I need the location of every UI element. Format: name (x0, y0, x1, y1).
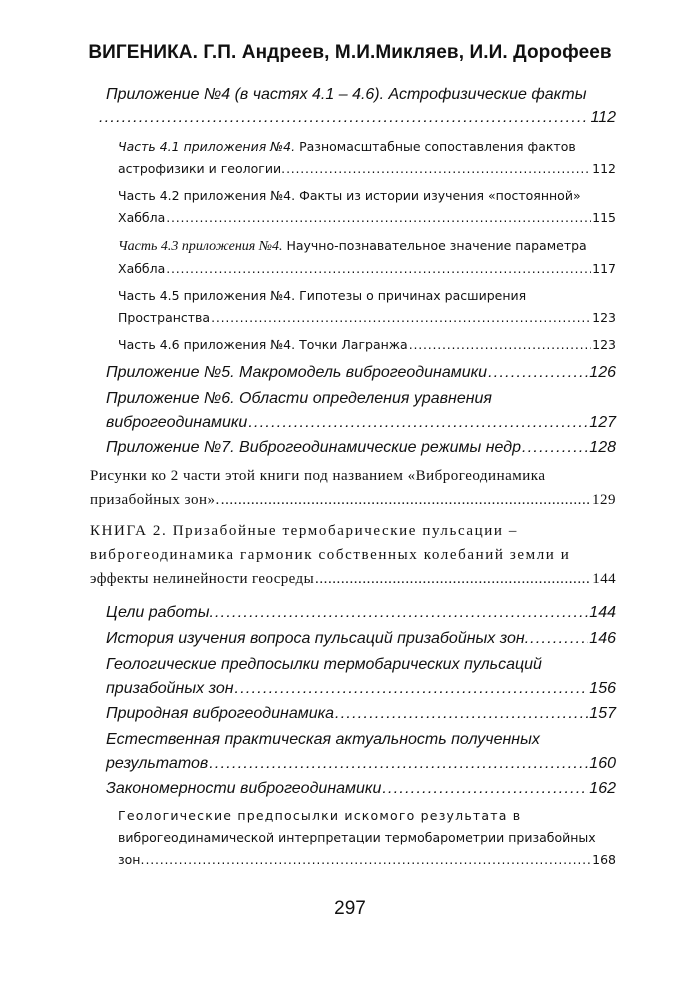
toc-entry-appendix-5[interactable] (106, 361, 616, 385)
toc-entry-title-cont: астрофизики и геологии. (118, 161, 286, 176)
toc-entry-title: Приложение №7. Виброгеодинамические режимы недр (106, 439, 521, 456)
leader-dots (166, 258, 591, 280)
leader-dots (522, 436, 588, 460)
page-ref: 157 (589, 705, 616, 722)
toc-entry-title: Геологические предпосылки искомого результата в (118, 808, 522, 823)
toc-entry-title: Научно-познавательное значение параметра (282, 238, 587, 253)
toc-entry-prefix: Часть 4.3 приложения №4. (118, 239, 283, 254)
toc-entry-prefix: Часть 4.1 приложения №4. (118, 139, 296, 154)
toc-entry-title-cont: Хаббла (118, 261, 166, 276)
leader-dots (99, 109, 589, 127)
toc-entry-title: Рисунки ко 2 части этой книги под названием «Виброгеодинамика (90, 468, 546, 484)
toc-entry-title-cont: результатов (106, 755, 209, 772)
toc-entry-appendix-4[interactable] (106, 86, 616, 127)
page-ref: 123 (592, 337, 616, 352)
toc-entry-natural-vibro[interactable] (106, 702, 616, 726)
toc-entry-geological-result[interactable] (118, 805, 616, 871)
page-ref: 144 (589, 604, 616, 621)
toc-entry-part-4-3[interactable] (118, 235, 616, 280)
page-ref: 129 (592, 492, 616, 508)
leader-dots (315, 567, 591, 591)
page-ref: 112 (592, 161, 616, 176)
page-ref: 146 (589, 630, 616, 647)
toc-entry-figures[interactable] (90, 464, 616, 512)
leader-dots (248, 411, 588, 435)
page-ref: 126 (589, 364, 616, 381)
toc-entry-title-cont: эффекты нелинейности геосреды (90, 571, 315, 587)
running-header: ВИГЕНИКА. Г.П. Андреев, М.И.Микляев, И.И. Дорофеев (88, 42, 612, 63)
page-ref: 144 (592, 571, 616, 587)
page-ref: 128 (589, 439, 616, 456)
toc-entry-title: Естественная практическая актуальность полученных (106, 731, 540, 748)
toc-entry-title-cont: виброгеодинамической интерпретации термобарометрии призабойных (118, 830, 596, 845)
toc-entry-title: Природная виброгеодинамика (106, 705, 335, 722)
toc-entry-title: Приложение №5. Макромодель виброгеодинамики (106, 364, 488, 381)
leader-dots (409, 334, 591, 356)
leader-dots (530, 627, 588, 651)
toc-entry-laws[interactable] (106, 777, 616, 801)
toc-entry-appendix-7[interactable] (106, 436, 616, 460)
toc-entry-title: Приложение №6. Области определения уравнения (106, 390, 492, 407)
leader-dots (235, 677, 589, 701)
toc-entry-part-4-5[interactable] (118, 285, 616, 329)
page-ref: 127 (589, 414, 616, 431)
toc-entry-title-cont: призабойных зон (106, 680, 234, 697)
toc-entry-title: Приложение №4 (в частях 4.1 – 4.6). Астрофизические факты (106, 86, 587, 103)
leader-dots (166, 207, 591, 229)
toc-entry-title: Часть 4.5 приложения №4. Гипотезы о причинах расширения (118, 288, 527, 303)
toc-entry-title: Закономерности виброгеодинамики (106, 780, 382, 797)
toc-entry-title: Часть 4.6 приложения №4. Точки Лагранжа (118, 337, 408, 352)
toc-entry-part-4-2[interactable] (118, 185, 616, 229)
toc-entry-title: Геологические предпосылки термобарических пульсаций (106, 656, 542, 673)
toc-entry-title: КНИГА 2. Призабойные термобарические пульсации – (90, 523, 518, 539)
leader-dots (286, 158, 591, 180)
page-ref: 123 (592, 310, 616, 325)
toc-entry-title-cont: Пространства (118, 310, 211, 325)
page-ref: 162 (589, 780, 616, 797)
page-ref: 117 (592, 261, 616, 276)
toc-entry-title: Цели работы. (106, 604, 214, 621)
page-ref: 160 (589, 755, 616, 772)
leader-dots (488, 361, 588, 385)
toc-entry-title-cont: виброгеодинамики (106, 414, 248, 431)
toc-entry-title: Часть 4.2 приложения №4. Факты из истории изучения «постоянной» (118, 188, 581, 203)
toc-entry-title: История изучения вопроса пульсаций призабойных зон. (106, 630, 530, 647)
page-number: 297 (334, 898, 366, 919)
toc-entry-geological-premises[interactable] (106, 653, 616, 701)
leader-dots (145, 849, 591, 871)
leader-dots (211, 307, 591, 329)
page-ref: 156 (589, 680, 616, 697)
leader-dots (335, 702, 588, 726)
leader-dots (215, 601, 588, 625)
toc-entry-relevance[interactable] (106, 728, 616, 776)
toc-entry-history[interactable] (106, 627, 616, 651)
toc-entry-appendix-6[interactable] (106, 387, 616, 435)
toc-entry-goals[interactable] (106, 601, 616, 625)
toc-entry-title: Разномасштабные сопоставления фактов (295, 139, 576, 154)
leader-dots (209, 752, 588, 776)
toc-entry-title-cont: виброгеодинамика гармоник собственных колебаний земли и (90, 547, 571, 563)
page-ref: 112 (590, 109, 616, 126)
toc-entry-book-2[interactable] (90, 519, 616, 591)
toc-entry-title-cont: зон. (118, 852, 145, 867)
leader-dots (221, 488, 591, 512)
toc-entry-title-cont: призабойных зон». (90, 492, 220, 508)
toc-entry-part-4-6[interactable] (118, 334, 616, 356)
page-ref: 168 (592, 852, 616, 867)
toc-entry-part-4-1[interactable] (118, 136, 616, 180)
toc-entry-title-cont: Хаббла (118, 210, 166, 225)
page-ref: 115 (592, 210, 616, 225)
leader-dots (382, 777, 588, 801)
